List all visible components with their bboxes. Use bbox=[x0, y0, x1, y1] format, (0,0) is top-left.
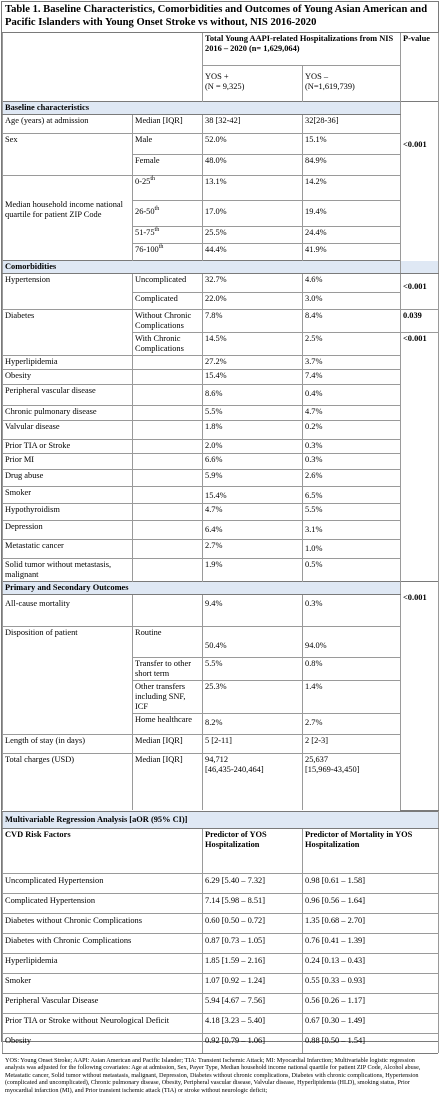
regression-row: Hyperlipidemia 1.85 [1.59 – 2.16] 0.24 [0.13 – 0.43] bbox=[3, 953, 439, 973]
regression-row: Obesity 0.92 [0.79 – 1.06] 0.88 [0.50 – 1.54] bbox=[3, 1033, 439, 1053]
row-disp-transfer: Transfer to other short term 5.5% 0.8% bbox=[3, 658, 439, 681]
row-charges: Total charges (USD) Median [IQR] 94,712 [46,435-240,464] 25,637 [15,969-43,450] bbox=[3, 754, 439, 811]
row-comorb-10: Prior MI 6.6% 0.3% bbox=[3, 454, 439, 470]
row-comorb-7: Chronic pulmonary disease 5.5% 4.7% bbox=[3, 406, 439, 421]
table-document bbox=[1, 1, 439, 1042]
regression-table bbox=[2, 811, 439, 1053]
row-comorb-14: Depression 6.4% 3.1% bbox=[3, 521, 439, 540]
row-comorb-9: Prior TIA or Stroke 2.0% 0.3% bbox=[3, 440, 439, 454]
regression-row: Smoker 1.07 [0.92 – 1.24] 0.55 [0.33 – 0.93] bbox=[3, 973, 439, 993]
header-yos-neg: YOS – (N=1,619,739) bbox=[303, 66, 401, 102]
table-title: Table 1. Baseline Characteristics, Comorbidities and Outcomes of Young Asian American and Pacific Islanders with Young Onset Stroke vs without, NIS 2016-2020 bbox=[2, 2, 438, 33]
row-comorb-4: Hyperlipidemia 27.2% 3.7% bbox=[3, 356, 439, 370]
header-group: Total Young AAPI-related Hospitalizations from NIS 2016 – 2020 (n= 1,629,064) bbox=[203, 33, 401, 66]
row-htn-comp: Complicated 22.0% 3.0% bbox=[3, 293, 439, 310]
header-row bbox=[3, 33, 439, 66]
row-comorb-11: Drug abuse 5.9% 2.6% bbox=[3, 470, 439, 487]
pvalue-mortality: <0.001 bbox=[401, 582, 439, 811]
regression-row: Complicated Hypertension 7.14 [5.98 – 8.51] 0.96 [0.56 – 1.64] bbox=[3, 893, 439, 913]
row-age: Age (years) at admission Median [IQR] 38 [32-42] 32[28-36] bbox=[3, 115, 439, 134]
regression-row: Diabetes with Chronic Complications 0.87 [0.73 – 1.05] 0.76 [0.41 – 1.39] bbox=[3, 933, 439, 953]
section-outcomes: Primary and Secondary Outcomes <0.001 bbox=[3, 582, 439, 595]
row-sex-male: Sex Male 52.0% 15.1% bbox=[3, 134, 439, 155]
row-comorb-13: Hypothyroidism 4.7% 5.5% bbox=[3, 504, 439, 521]
regression-row: Uncomplicated Hypertension 6.29 [5.40 – 7.32] 0.98 [0.61 – 1.58] bbox=[3, 873, 439, 893]
row-income-q1: Median household income national quartile for patient ZIP Code 0-25th 13.1% 14.2% bbox=[3, 176, 439, 201]
row-comorb-6: Peripheral vascular disease 8.6% 0.4% bbox=[3, 385, 439, 406]
row-income-q3: 51-75th 25.5% 24.4% bbox=[3, 227, 439, 244]
row-comorb-15: Metastatic cancer 2.7% 1.0% bbox=[3, 540, 439, 559]
row-income-q2: 26-50th 17.0% 19.4% bbox=[3, 201, 439, 227]
main-table bbox=[2, 33, 439, 811]
footnote: YOS: Young Onset Stroke; AAPI: Asian American and Pacific Islander; TIA: Transient Ischemic Attack; MI: Myocardial Infarction; Multivariable logistic regression analysis was adjusted for the following covariates: Age at admission, Sex, Payer Type, Median household income national quartile for patient ZIP Code, Alcohol abuse, Metastatic cancer, Solid tumor without metastasis, malignant, Depression, Diabetes without chronic complications, Diabetes with chronic complications, Hypertension (complicated and uncomplicated), Chronic pulmonary disease, Obesity, Peripheral vascular disease, Valvular disease, Hyperlipidemia (HLD), smoking status, Prior myocardial infarction (MI), and Prior transient ischemic attack (TIA) or stroke without neurologic deficit; bbox=[2, 1053, 438, 1094]
header-pvalue: P-value bbox=[401, 33, 439, 102]
row-los: Length of stay (in days) Median [IQR] 5 [2-11] 2 [2-3] bbox=[3, 735, 439, 754]
header-yos-pos: YOS + (N = 9,325) bbox=[203, 66, 303, 102]
pvalue-sex: <0.001 bbox=[401, 102, 439, 274]
row-htn-uncomp: Hypertension Uncomplicated 32.7% 4.6% <0.001 bbox=[3, 274, 439, 293]
regression-row: Prior TIA or Stroke without Neurological Deficit 4.18 [3.23 – 5.40] 0.67 [0.30 – 1.49] bbox=[3, 1013, 439, 1033]
regression-row: Peripheral Vascular Disease 5.94 [4.67 – 7.56] 0.56 [0.26 – 1.17] bbox=[3, 993, 439, 1013]
row-sex-female: Female 48.0% 84.9% bbox=[3, 155, 439, 176]
row-comorb-8: Valvular disease 1.8% 0.2% bbox=[3, 421, 439, 440]
row-dm-without: Diabetes Without Chronic Complications 7.8% 8.4% 0.039 bbox=[3, 310, 439, 333]
row-disp-routine: Disposition of patient Routine 50.4% 94.0% bbox=[3, 627, 439, 658]
row-disp-other: Other transfers including SNF, ICF 25.3% 1.4% bbox=[3, 681, 439, 714]
section-regression: Multivariable Regression Analysis [aOR (95% CI)] bbox=[3, 811, 439, 828]
row-disp-home: Home healthcare 8.2% 2.7% bbox=[3, 714, 439, 735]
section-comorbidities: Comorbidities bbox=[3, 261, 439, 274]
row-comorb-12: Smoker 15.4% 6.5% bbox=[3, 487, 439, 504]
row-dm-with: With Chronic Complications 14.5% 2.5% <0.001 bbox=[3, 333, 439, 356]
row-income-q4: 76-100th 44.4% 41.9% bbox=[3, 244, 439, 261]
regression-row: Diabetes without Chronic Complications 0.60 [0.50 – 0.72] 1.35 [0.68 – 2.70] bbox=[3, 913, 439, 933]
regression-header: CVD Risk Factors Predictor of YOS Hospitalization Predictor of Mortality in YOS Hospitalization bbox=[3, 828, 439, 873]
row-comorb-5: Obesity 15.4% 7.4% bbox=[3, 370, 439, 385]
section-baseline: Baseline characteristics <0.001 bbox=[3, 102, 439, 115]
row-comorb-16: Solid tumor without metastasis, malignant 1.9% 0.5% bbox=[3, 559, 439, 582]
row-mortality: All-cause mortality 9.4% 0.3% bbox=[3, 595, 439, 627]
